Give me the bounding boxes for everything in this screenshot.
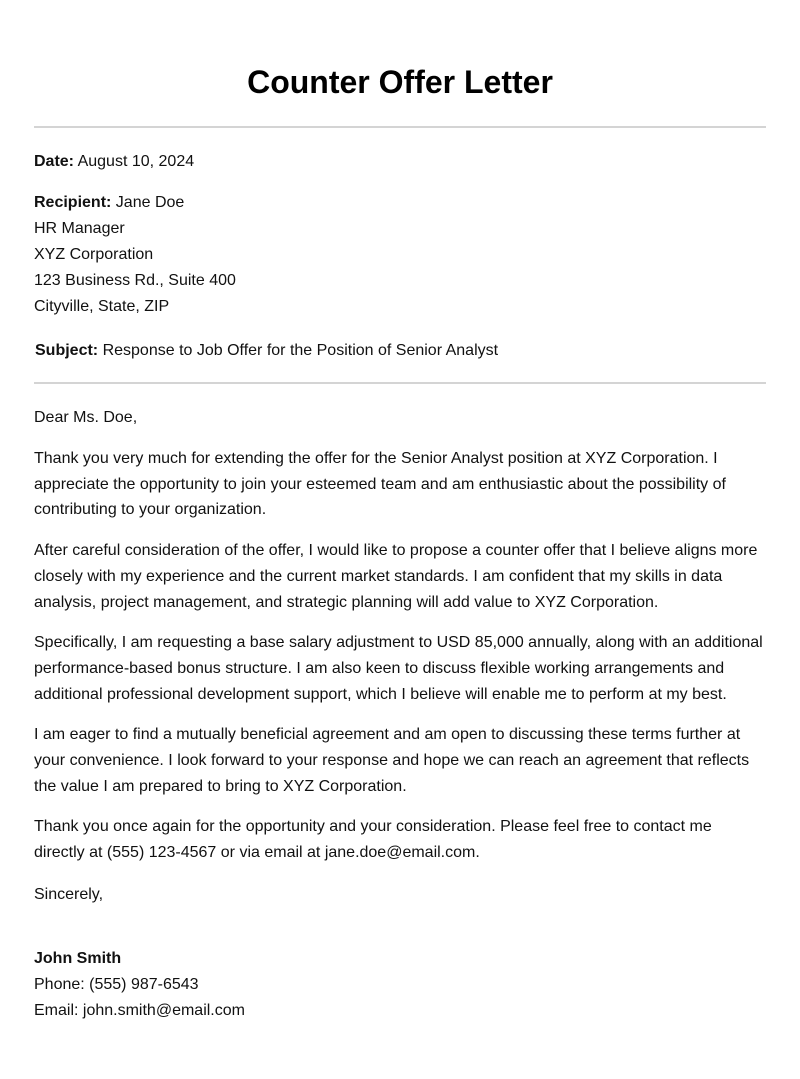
recipient-address-line2: Cityville, State, ZIP [34,298,170,315]
sender-name: John Smith [34,949,122,967]
subject-label: Subject: [35,342,99,359]
recipient-name: Jane Doe [115,194,185,211]
subject-value: Response to Job Offer for the Position of Senior Analyst [102,342,499,359]
recipient-company: XYZ Corporation [34,246,154,263]
body-paragraph: Thank you once again for the opportunity and your consideration. Please feel free to contact me directly at (555) 123-4567 or via email at jane.doe@email.com. [34,818,712,862]
recipient-address-line1: 123 Business Rd., Suite 400 [34,272,236,289]
date-label: Date: [34,153,75,170]
recipient-label: Recipient: [34,194,112,211]
date-value: August 10, 2024 [77,153,195,170]
closing: Sincerely, [34,885,104,903]
body-paragraph: I am eager to find a mutually beneficial agreement and am open to discussing these terms further at your convenience. I look forward to your response and hope we can reach an agreement that reflects the value I am prepared to bring to XYZ Corporation. [34,726,750,795]
recipient-name-line [34,190,766,216]
letter-body [34,446,766,866]
recipient-block [34,190,766,320]
salutation: Dear Ms. Doe, [34,409,138,426]
sender-phone: Phone: (555) 987-6543 [34,975,199,993]
page-title: Counter Offer Letter [247,64,553,100]
header-divider [34,126,766,128]
sender-email: Email: john.smith@email.com [34,1001,245,1019]
body-paragraph: Specifically, I am requesting a base salary adjustment to USD 85,000 annually, along with an additional performance-based bonus structure. I am also keen to discuss flexible working arrangements and additional professional development support, which I believe will enable me to perform at my best. [34,634,763,703]
date-line [34,149,766,175]
subject-line [34,338,766,364]
recipient-title: HR Manager [34,220,125,237]
body-divider [34,382,766,384]
signature-block [34,946,766,1024]
body-paragraph: Thank you very much for extending the offer for the Senior Analyst position at XYZ Corporation. I appreciate the opportunity to join your esteemed team and am enthusiastic about the possibility of contributing to your organization. [34,450,726,519]
body-paragraph: After careful consideration of the offer, I would like to propose a counter offer that I believe aligns more closely with my experience and the current market standards. I am confident that my skills in data analysis, project management, and strategic planning will add value to XYZ Corporation. [34,542,758,611]
